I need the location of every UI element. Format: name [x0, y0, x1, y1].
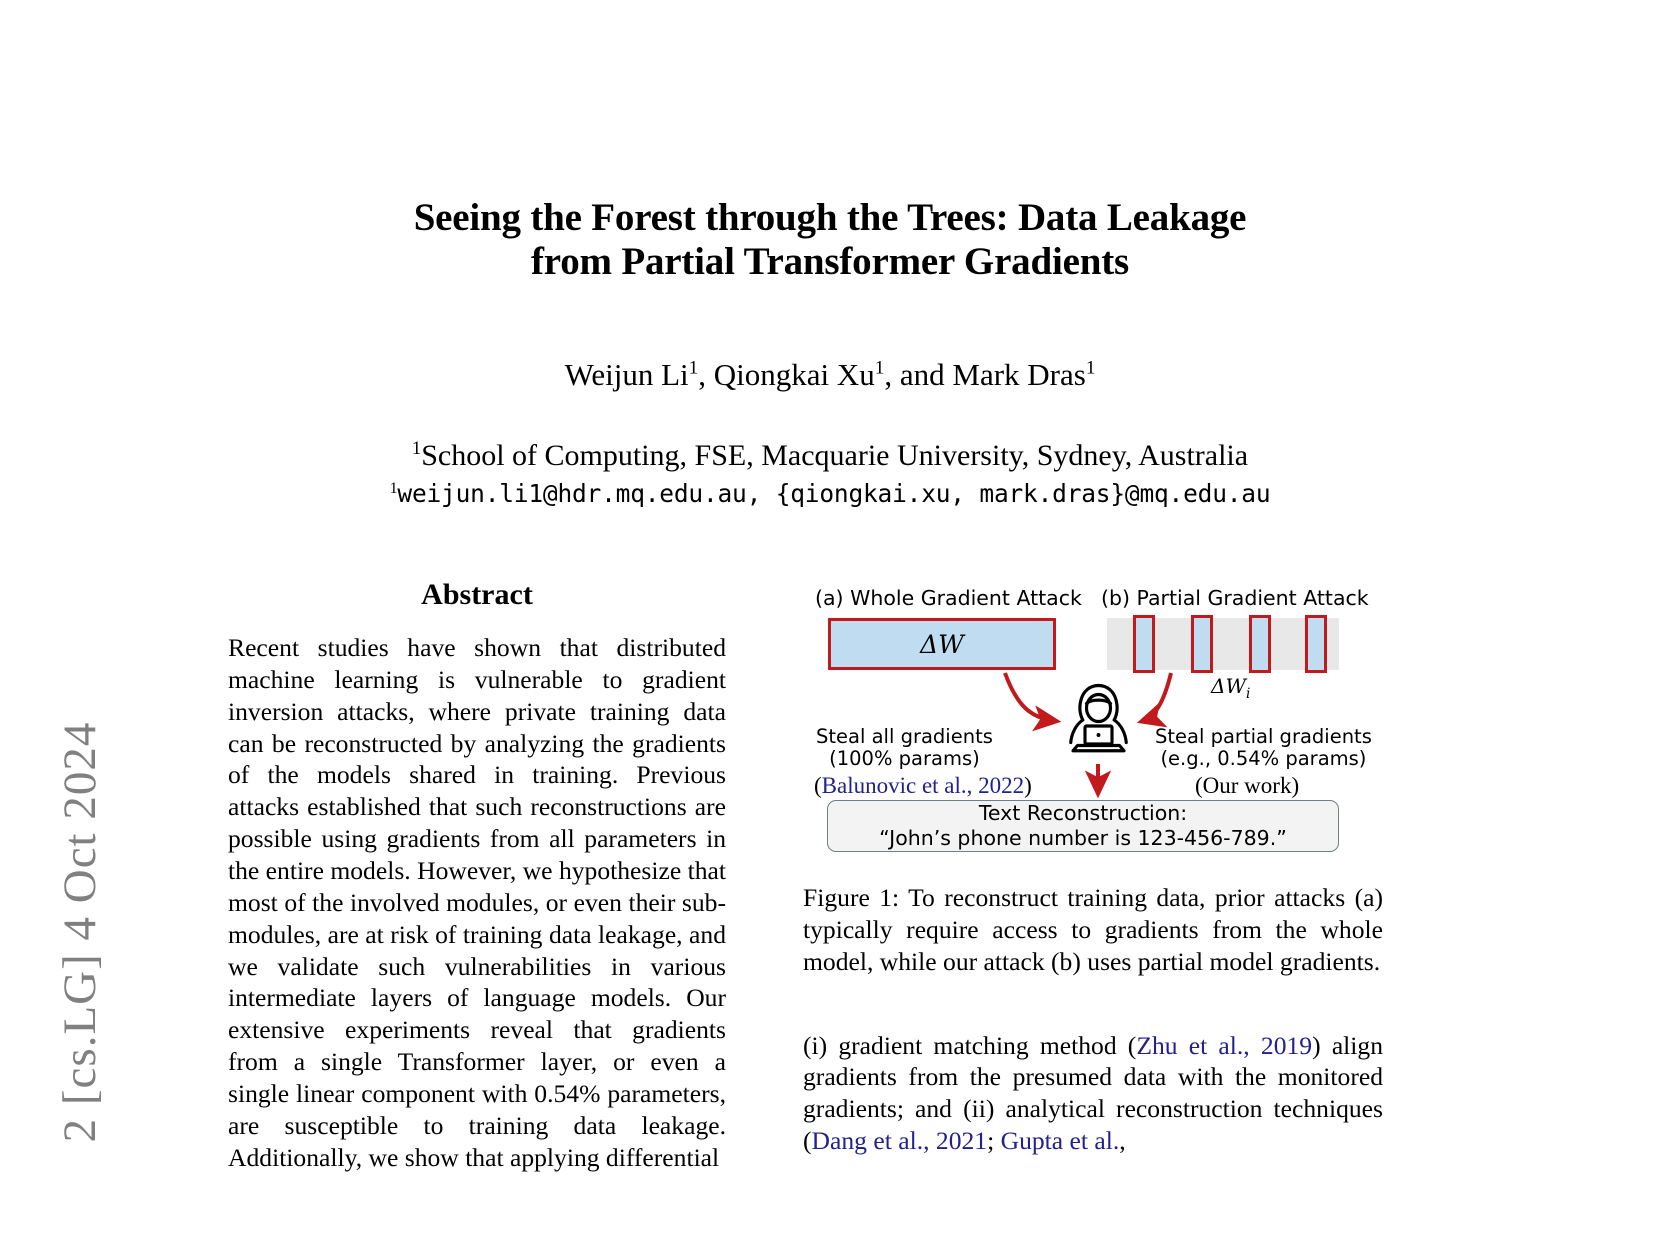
citation-link-gupta[interactable]: Gupta et al. [1000, 1126, 1120, 1156]
author-3-marker: 1 [1085, 357, 1096, 379]
text-reconstruction-box [827, 800, 1339, 852]
reconstruction-text: “John’s phone number is 123-456-789.” [879, 826, 1287, 850]
citation-link-zhu[interactable]: Zhu et al., 2019 [1136, 1030, 1313, 1060]
paren-open: ( [814, 773, 822, 798]
par-mid: ) align gradients from the presumed data with the monitored gradients; and (ii) analytical reconstruction techniques ( [803, 1030, 1383, 1156]
steal-all-line-2: (100% params) [829, 746, 980, 770]
figure-citation-right: (Our work) [1195, 773, 1300, 798]
abstract-heading: Abstract [421, 578, 533, 611]
author-line [240, 356, 1420, 393]
email-marker: 1 [389, 480, 398, 498]
author-2: Qiongkai Xu [713, 357, 875, 393]
left-column [228, 578, 726, 1174]
gradient-slice [1249, 615, 1271, 673]
affiliation-line [240, 439, 1420, 473]
citation-link-balunovic[interactable]: Balunovic et al., 2022 [821, 773, 1025, 798]
steal-all-gradients-label [816, 726, 993, 770]
partial-gradient-label [1211, 674, 1250, 702]
figure-heading-a: (a) Whole Gradient Attack [815, 586, 1082, 610]
email-line [240, 479, 1420, 508]
author-2-marker: 1 [874, 357, 885, 379]
arxiv-stamp: 2 [cs.LG] 4 Oct 2024 [54, 721, 106, 1143]
abstract-text: Recent studies have shown that distributed machine learning is vulnerable to gradient inversion attacks, where private training data can be reconstructed by analyzing the gradients of the models shared in training. Previous attacks established that such reconstructions are possible using gradients from all parameters in the entire models. However, we hypothesize that most of the involved modules, or even their sub-modules, are at risk of training data leakage, and we validate such vulnerabilities in various intermediate layers of language models. Our extensive experiments reveal that gradients from a single Transformer layer, or even a single linear component with 0.54% parameters, are susceptible to training data leakage. Additionally, we show that applying differential [228, 633, 726, 1172]
partial-gradient-symbol: ΔW [1211, 674, 1246, 698]
reconstruction-title: Text Reconstruction: [978, 801, 1188, 825]
title-line-2: from Partial Transformer Gradients [531, 240, 1129, 284]
partial-gradient-subscript: i [1246, 686, 1251, 702]
par-pre: (i) gradient matching method ( [803, 1030, 1137, 1060]
email-addresses: weijun.li1@hdr.mq.edu.au, {qiongkai.xu, mark.dras}@mq.edu.au [397, 479, 1271, 509]
steal-partial-gradients-label [1155, 726, 1372, 770]
hacker-icon [1061, 681, 1136, 759]
steal-all-line-1: Steal all gradients [816, 725, 993, 748]
author-1: Weijun Li [564, 357, 689, 393]
gradient-slice [1305, 615, 1327, 673]
whole-gradient-label: ΔW [920, 629, 964, 659]
author-1-marker: 1 [688, 357, 699, 379]
author-sep-1: , [698, 357, 714, 393]
figure-caption: Figure 1: To reconstruct training data, prior attacks (a) typically require access to gradients from the whole model, while our attack (b) uses partial model gradients. [803, 883, 1383, 976]
paren-close: ) [1024, 773, 1032, 798]
right-column-paragraph [803, 1030, 1383, 1157]
author-3: Mark Dras [952, 357, 1086, 393]
par-sep: ; [987, 1126, 1001, 1156]
partial-gradient-bar [1107, 618, 1339, 670]
affiliation-text: School of Computing, FSE, Macquarie University, Sydney, Australia [421, 439, 1249, 473]
figure-heading-b: (b) Partial Gradient Attack [1101, 586, 1369, 610]
figure-citation-left [814, 773, 1032, 799]
par-end: , [1119, 1126, 1126, 1156]
figure-1 [803, 578, 1383, 858]
page-title [240, 196, 1420, 284]
gradient-slice [1191, 615, 1213, 673]
citation-link-dang[interactable]: Dang et al., 2021 [811, 1126, 988, 1156]
steal-partial-line-2: (e.g., 0.54% params) [1160, 746, 1367, 770]
title-line-1: Seeing the Forest through the Trees: Data Leakage [413, 196, 1247, 239]
right-column [803, 578, 1383, 1157]
gradient-slice [1133, 615, 1155, 673]
steal-partial-line-1: Steal partial gradients [1155, 725, 1372, 748]
title-block [240, 196, 1420, 508]
author-sep-2: , and [884, 357, 953, 393]
affiliation-marker: 1 [411, 438, 422, 460]
whole-gradient-bar [828, 618, 1056, 670]
